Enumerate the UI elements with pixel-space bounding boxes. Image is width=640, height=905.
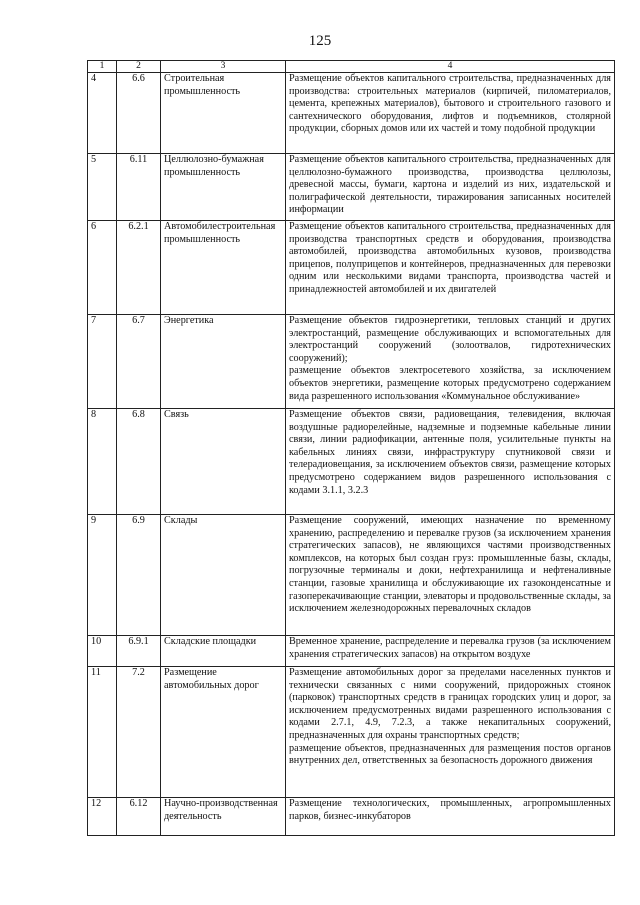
description-paragraph: Размещение автомобильных дорог за пределами населенных пунктов и технически связанных с ними сооружений, придорожных стоянок (парковок) транспортных средств в границах городских улиц и дорог, за исключением предусмотренных видами разрешенного использования с кодами 2.7.1, 4.9, 7.2.3, а также некапитальных сооружений, предназначенных для охраны транспортных средств; [289, 667, 611, 741]
table-row [88, 221, 615, 315]
row-number: 5 [88, 154, 117, 221]
row-number: 10 [88, 636, 117, 667]
use-name: Энергетика [161, 315, 286, 409]
use-code: 6.11 [117, 154, 161, 221]
description-paragraph: размещение объектов, предназначенных для размещения постов органов внутренних дел, ответственных за безопасность дорожного движения [289, 742, 611, 767]
table-row [88, 798, 615, 836]
description-paragraph: Размещение объектов капитального строительства, предназначенных для производства: строительных материалов (кирпичей, пиломатериалов, цемента, крепежных материалов), бытового и строительного газового и сантехнического оборудования, лифтов и подъемников, столярной продукции, сборных домов или их частей и тому подобной продукции [289, 73, 611, 135]
description-paragraph: Размещение сооружений, имеющих назначение по временному хранению, распределению и перевалке грузов (за исключением хранения стратегических запасов), не являющихся частями производственных комплексов, на которых был создан груз: промышленные базы, склады, погрузочные терминалы и доки, нефтехранилища и нефтеналивные станции, газовые хранилища и обслуживающие их газоконденсатные и газоперекачивающие станции, элеваторы и продовольственные склады, за исключением железнодорожных перевалочных складов [289, 515, 612, 615]
table-header-row [88, 61, 615, 73]
use-code: 6.8 [117, 409, 161, 515]
use-name: Складские площадки [161, 636, 286, 667]
use-code: 7.2 [117, 667, 161, 798]
use-code: 6.9.1 [117, 636, 161, 667]
row-number: 9 [88, 515, 117, 636]
row-number: 7 [88, 315, 117, 409]
use-name: Научно-производственная деятельность [161, 798, 286, 836]
use-description [286, 315, 615, 409]
page-number: 125 [308, 33, 332, 49]
use-code: 6.2.1 [117, 221, 161, 315]
description-paragraph: Размещение объектов гидроэнергетики, тепловых станций и других электростанций, размещение обслуживающих и вспомогательных для электростанций сооружений (золоотвалов, гидротехнических сооружений); [289, 315, 611, 364]
use-code: 6.9 [117, 515, 161, 636]
description-paragraph: Временное хранение, распределение и перевалка грузов (за исключением хранения стратегических запасов) на открытом воздухе [289, 636, 611, 660]
description-paragraph: размещение объектов электросетевого хозяйства, за исключением объектов энергетики, размещение которых предусмотрено содержанием вида разрешенного использования «Коммунальное обслуживание» [289, 365, 611, 402]
use-description [286, 798, 615, 836]
use-description [286, 221, 615, 315]
use-description [286, 409, 615, 515]
column-header-1: 1 [88, 61, 117, 73]
description-paragraph: Размещение объектов капитального строительства, предназначенных для производства транспортных средств и оборудования, производства автомобилей, производства автомобильных кузовов, производства прицепов, полуприцепов и контейнеров, предназначенных для перевозки одним или несколькими видами транспорта, производства частей и принадлежностей автомобилей и их двигателей [289, 221, 611, 295]
use-description [286, 73, 615, 154]
column-header-4: 4 [286, 61, 615, 73]
row-number: 4 [88, 73, 117, 154]
use-description [286, 515, 615, 636]
table-row [88, 73, 615, 154]
use-description [286, 667, 615, 798]
row-number: 12 [88, 798, 117, 836]
use-code: 6.6 [117, 73, 161, 154]
table-row [88, 515, 615, 636]
table-row [88, 409, 615, 515]
table-row [88, 315, 615, 409]
use-code: 6.7 [117, 315, 161, 409]
use-name: Размещение автомобильных дорог [161, 667, 286, 798]
use-name: Склады [161, 515, 286, 636]
column-header-2: 2 [117, 61, 161, 73]
use-code: 6.12 [117, 798, 161, 836]
row-number: 8 [88, 409, 117, 515]
use-name: Строительная промышленность [161, 73, 286, 154]
table-row [88, 636, 615, 667]
description-paragraph: Размещение объектов капитального строительства, предназначенных для целлюлозно-бумажного производства, производства целлюлозы, древесной массы, бумаги, картона и изделий из них, издательской и полиграфической деятельности, тиражирования записанных носителей информации [289, 154, 611, 216]
row-number: 11 [88, 667, 117, 798]
use-description [286, 154, 615, 221]
description-paragraph: Размещение технологических, промышленных, агропромышленных парков, бизнес-инкубаторов [289, 798, 611, 822]
description-paragraph: Размещение объектов связи, радиовещания, телевидения, включая воздушные радиорелейные, надземные и подземные кабельные линии связи, линии радиофикации, антенные поля, усилительные пункты на кабельных линиях связи, инфраструктуру спутниковой связи и телерадиовещания, за исключением объектов связи, размещение которых предусмотрено содержанием видов разрешенного использования с кодами 3.1.1, 3.2.3 [289, 409, 611, 496]
use-description [286, 636, 615, 667]
use-name: Целлюлозно-бумажная промышленность [161, 154, 286, 221]
column-header-3: 3 [161, 61, 286, 73]
use-name: Связь [161, 409, 286, 515]
table-row [88, 154, 615, 221]
land-use-table [87, 60, 615, 836]
use-name: Автомобилестроительная промышленность [161, 221, 286, 315]
table-row [88, 667, 615, 798]
row-number: 6 [88, 221, 117, 315]
